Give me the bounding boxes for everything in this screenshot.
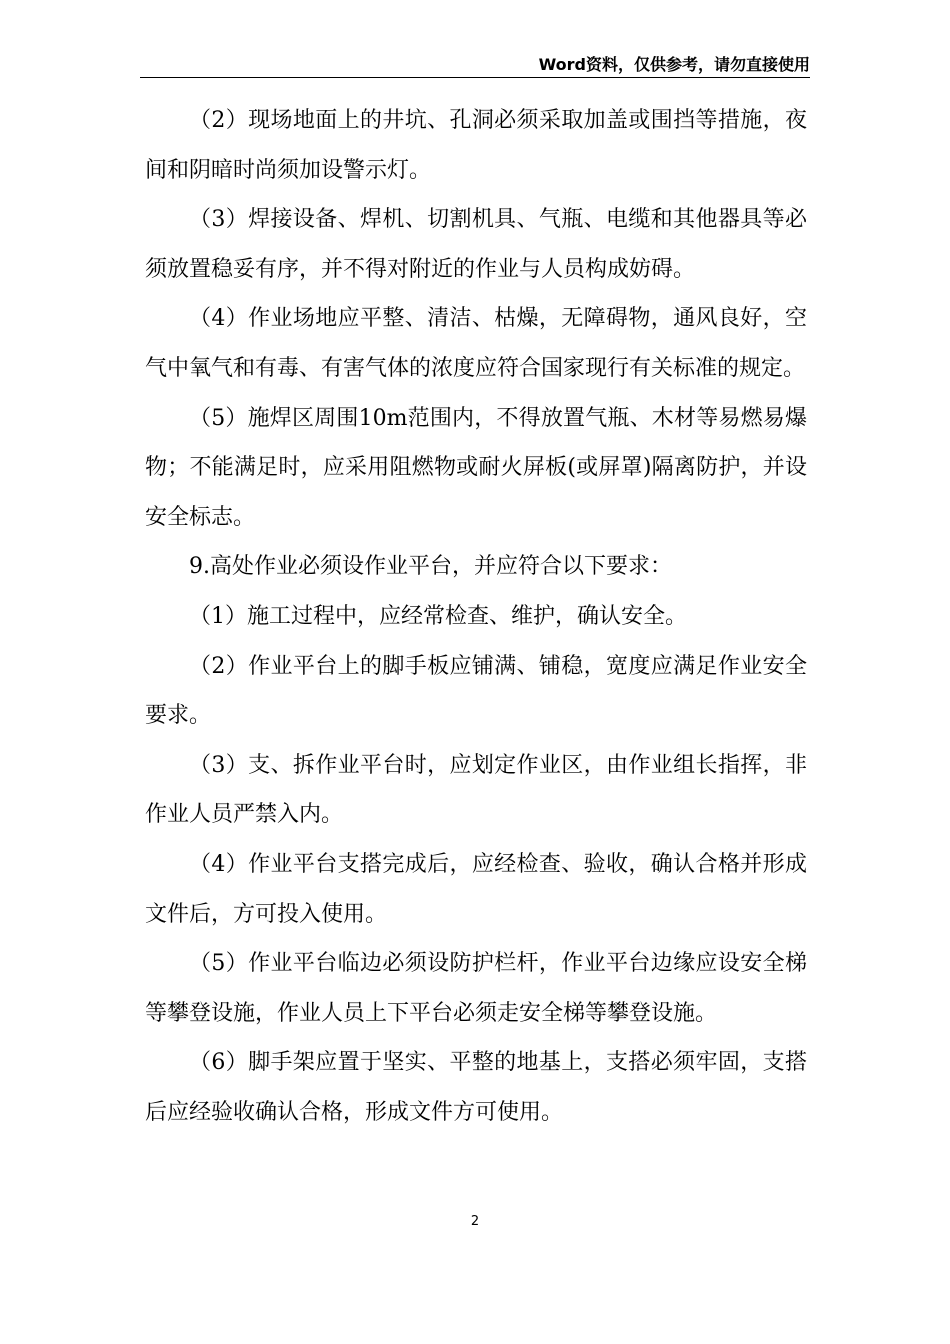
- paragraph-platform-item-5: （5）作业平台临边必须设防护栏杆，作业平台边缘应设安全梯等攀登设施，作业人员上下平台必须走安全梯等攀登设施。: [145, 951, 807, 1026]
- paragraph-item-4-site: （4）作业场地应平整、清洁、枯燥，无障碍物，通风良好，空气中氧气和有毒、有害气体的浓度应符合国家现行有关标准的规定。: [145, 306, 807, 381]
- paragraph-platform-item-6: （6）脚手架应置于坚实、平整的地基上，支搭必须牢固，支搭后应经验收确认合格，形成文件方可使用。: [145, 1050, 807, 1125]
- paragraph-platform-item-4: （4）作业平台支搭完成后，应经检查、验收，确认合格并形成文件后，方可投入使用。: [145, 851, 807, 927]
- section-9-heading: 9.高处作业必须设作业平台，并应符合以下要求：: [189, 554, 672, 580]
- document-body: [145, 96, 807, 1137]
- paragraph-platform-item-2: （2）作业平台上的脚手板应铺满、铺稳，宽度应满足作业安全要求。: [145, 653, 807, 729]
- paragraph-platform-item-1: （1）施工过程中，应经常检查、维护，确认安全。: [189, 603, 687, 629]
- page-number: 2: [470, 1214, 480, 1229]
- page-header: [140, 50, 810, 78]
- paragraph-platform-item-3: （3）支、拆作业平台时，应划定作业区，由作业组长指挥，非作业人员严禁入内。: [145, 752, 807, 828]
- paragraph-item-5-welding-zone: （5）施焊区周围10m范围内，不得放置气瓶、木材等易燃易爆物；不能满足时，应采用阻燃物或耐火屏板(或屏罩)隔离防护，并设安全标志。: [145, 405, 807, 530]
- paragraph-item-2-pits: （2）现场地面上的井坑、孔洞必须采取加盖或围挡等措施，夜间和阴暗时尚须加设警示灯。: [145, 108, 807, 183]
- paragraph-item-3-equipment: （3）焊接设备、焊机、切割机具、气瓶、电缆和其他器具等必须放置稳妥有序，并不得对附近的作业与人员构成妨碍。: [145, 207, 807, 282]
- header-disclaimer: Word资料，仅供参考，请勿直接使用: [538, 55, 810, 74]
